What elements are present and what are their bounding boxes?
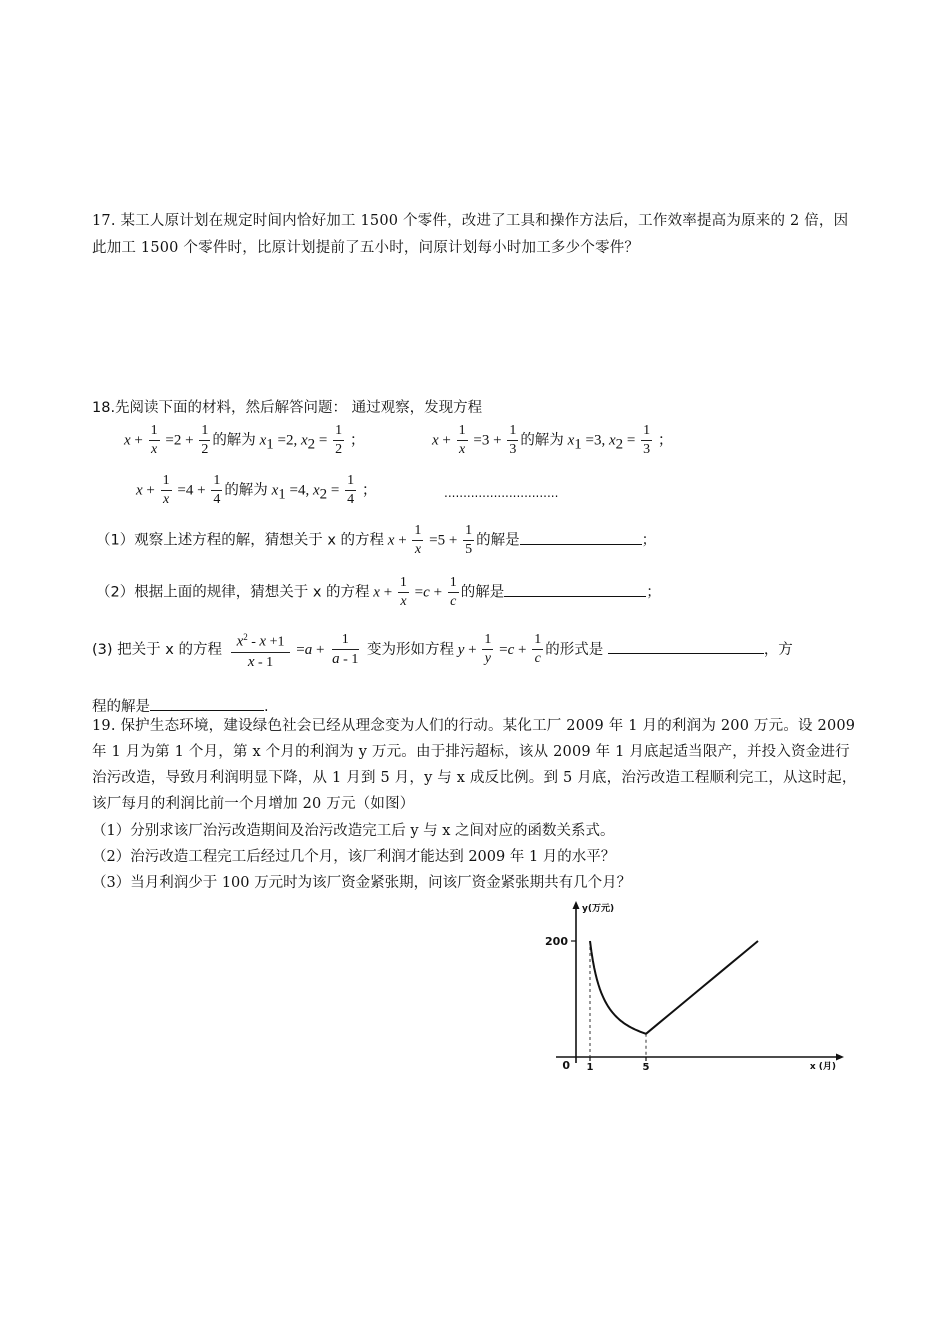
q18-part-1: （1）观察上述方程的解，猜想关于 x 的方程 x + $\frac{1}{x}$ =5 + $\frac{1}{5}$ 的解是 ； (96, 523, 657, 557)
profit-chart (540, 895, 860, 1075)
q18-part-3-line-2: 程的解是 . (92, 695, 269, 716)
q18-ellipsis: .............................. (444, 486, 559, 500)
x-axis-label: x (月) (809, 1062, 836, 1072)
series-line-1 (590, 941, 646, 1034)
q18-part-2: （2）根据上面的规律，猜想关于 x 的方程 x + $\frac{1}{x}$ =c + $\frac{1}{c}$ 的解是 ； (96, 575, 661, 609)
x-tick-label-5: 5 (642, 1062, 650, 1073)
q18-example-1: x + $\frac{1}{x}$ =2 + $\frac{1}{2}$ 的解为 $x_1 =2$, $x_2$ = $\frac{1}{2}$ ； (124, 423, 365, 457)
question-19: 19. 保护生态环境，建设绿色社会已经从理念变为人们的行动。某化工厂 2009 年 1 月的利润为 200 万元。设 2009 年 1 月为第 1 个月，第 x 个月的利润为 y 万元。由于排污超标，该从 2009 年 1 月底起适当限产，并投入资金进行治污改造，导致月利润明显下降，从 1 月到 5 月，y 与 x 成反比例。到 5 月底，治污改造工程顺利完工，从这时起，该厂每月的利润比前一个月增加 20 万元（如图） (92, 718, 857, 812)
y-axis-arrow (573, 901, 580, 909)
q18-example-2: x + $\frac{1}{x}$ =3 + $\frac{1}{3}$ 的解为 $x_1 =3$, $x_2$ = $\frac{1}{3}$ ； (432, 423, 673, 457)
series-line-2 (646, 941, 758, 1034)
question-18-intro: 18.先阅读下面的材料，然后解答问题： 通过观察，发现方程 (92, 400, 483, 416)
y-tick-label-200: 200 (545, 935, 568, 948)
q18-example-3: x + $\frac{1}{x}$ =4 + $\frac{1}{4}$ 的解为 $x_1 =4$, $x_2$ = $\frac{1}{4}$ ； (136, 473, 377, 507)
x-axis-arrow (836, 1054, 844, 1061)
question-17: 17. 某工人原计划在规定时间内恰好加工 1500 个零件，改进了工具和操作方法后，工作效率提高为原来的 2 倍，因此加工 1500 个零件时，比原计划提前了五小时，问原计划每小时加工多少个零件？ (92, 213, 849, 256)
x-tick-label-1: 1 (586, 1062, 594, 1073)
y-axis-label: y(万元) (582, 904, 615, 914)
q19-sub-1: （1）分别求该厂治污改造期间及治污改造完工后 y 与 x 之间对应的函数关系式。 (92, 823, 615, 839)
q19-sub-3: （3）当月利润少于 100 万元时为该厂资金紧张期，问该厂资金紧张期共有几个月？ (92, 875, 632, 891)
q19-sub-2: （2）治污改造工程完工后经过几个月，该厂利润才能达到 2009 年 1 月的水平？ (92, 849, 616, 865)
q18-part-3: (3) 把关于 x 的方程 $\frac{x^2 - x +1}{x - 1}$ =a + $\frac{1}{a - 1}$ 变为形如方程 y + $\frac{1}{y}$ =c + $\frac{1}{c}$ 的形式是 ，方 (92, 628, 793, 672)
origin-label: 0 (562, 1059, 570, 1072)
